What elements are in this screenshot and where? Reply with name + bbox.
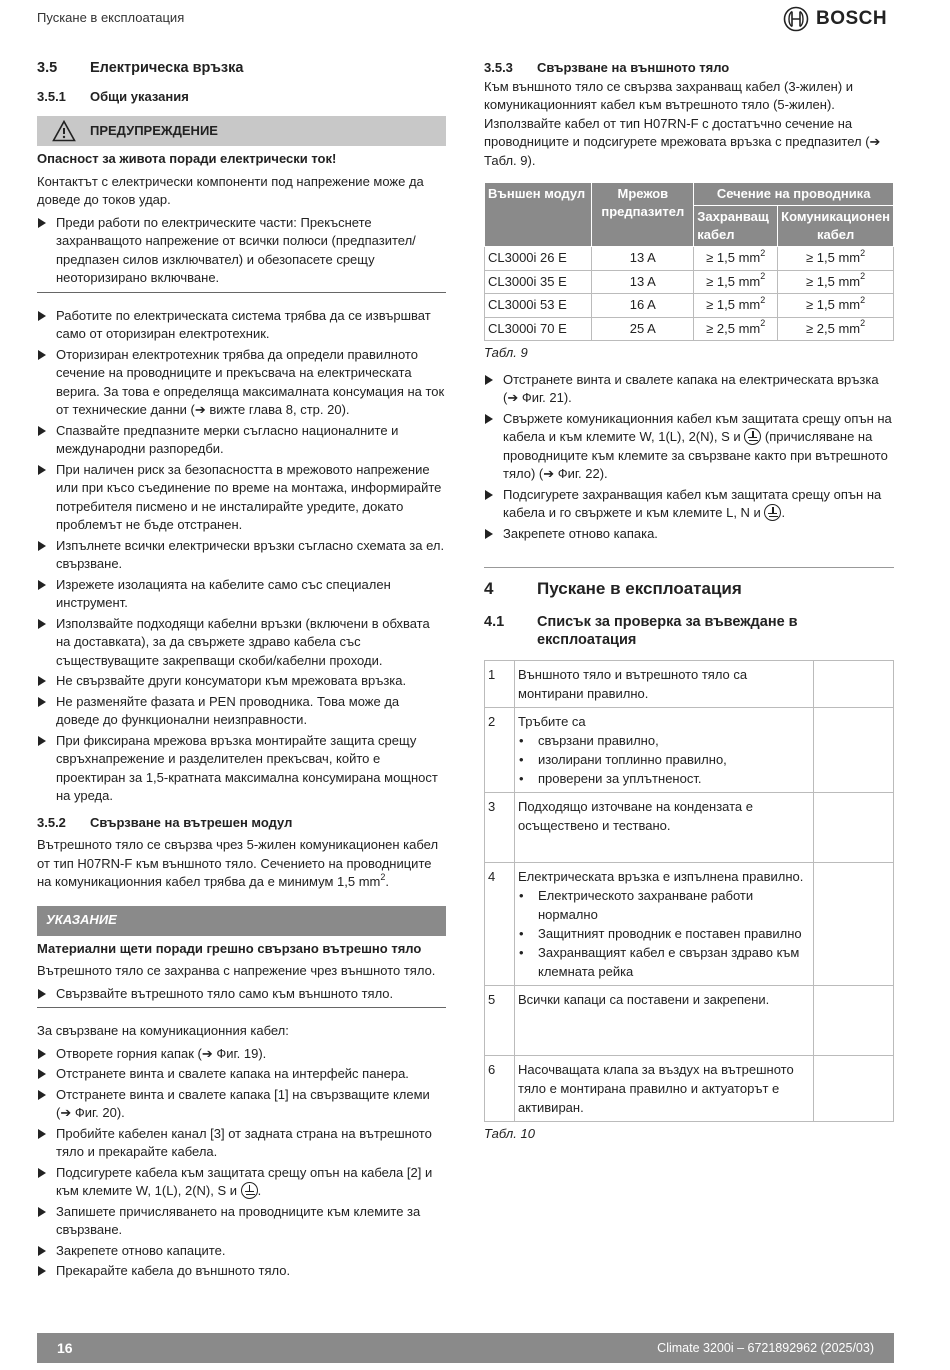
paragraph: Вътрешното тяло се свързва чрез 5-жилен комуникационен кабел от тип H07RN-F към външното тяло. Сечението на проводниците на комуникационния кабел трябва да е минимум 1,5 $mm^2$. <box>37 837 439 889</box>
table-row: 5 Всички капаци са поставени и закрепени. <box>485 985 894 1055</box>
list-item: Работите по електрическата система трябва да се извършват само от оторизиран електротехник. <box>37 307 446 344</box>
subsection-heading: 3.5.2 Свързване на вътрешен модул <box>37 814 293 830</box>
table-row: 3 Подходящо източване на кондензата е осъществено и тествано. <box>485 792 894 862</box>
table-row: CL3000i 35 E 13 A ≥ 1,5 $mm^2$ ≥ 1,5 $mm^2$ <box>485 270 894 294</box>
outdoor-list <box>484 371 894 544</box>
list-item: Отстранете винта и свалете капака на електрическата връзка (➔ Фиг. 21). <box>484 371 894 408</box>
list-item: Използвайте подходящи кабелни връзки (включени в обхвата на доставката), за да свържете здраво кабела със съществуващите закрепващи скоби/кабелни проходи. <box>37 615 446 671</box>
list-item: Изрежете изолацията на кабелите само със специален инструмент. <box>37 576 446 613</box>
warning-text: Контактът с електрически компоненти под напрежение може да доведе до токов удар. <box>37 173 424 207</box>
ground-icon <box>744 428 761 445</box>
warning-headline: Опасност за живота поради електрически ток! <box>37 151 337 166</box>
divider <box>37 292 446 293</box>
subsection-heading: 3.5.3 Свързване на външното тяло <box>484 60 730 75</box>
running-header: Пускане в експлоатация <box>37 10 185 25</box>
table-caption: Табл. 10 <box>484 1125 535 1141</box>
list-item: Отстранете винта и свалете капака на интерфейс панера. <box>37 1065 446 1084</box>
table-row: 4 Електрическата връзка е изпълнена правилно. • Електрическото захранване работи нормално • Защитният проводник е поставен правилно • Захранващият кабел е свързан здраво към клемната рейка <box>485 862 894 985</box>
page-number: 16 <box>57 1339 73 1356</box>
list-item: Изпълнете всички електрически връзки съгласно схемата за ел. свързване. <box>37 537 446 574</box>
list-item: При фиксирана мрежова връзка монтирайте защита срещу свръхнапрежение и разделителен прекъсвач, който е проектиран за 1,5-кратната максимална консумирана мощност на уреда. <box>37 732 446 806</box>
page-footer <box>37 1333 894 1363</box>
list-item: Свържете комуникационния кабел към защитата срещу опън на кабела и към клемите W, 1(L), 2(N), S и (причисляване на проводниците към клемите за свързване както при вътрешното тяло) (➔ Фиг. 22). <box>484 410 894 484</box>
table-header: Мрежов предпазител <box>592 183 694 247</box>
list-item: Прекарайте кабела до външното тяло. <box>37 1262 446 1281</box>
warning-bar <box>37 116 446 146</box>
table-row: CL3000i 53 E 16 A ≥ 1,5 $mm^2$ ≥ 1,5 $mm^2$ <box>485 294 894 318</box>
list-item: Закрепете отново капаците. <box>37 1242 446 1261</box>
list-item: Преди работи по електрическите части: Прекъснете захранващото напрежение от всички полюси (предпазител/предпазен силов изключвател) и обезопасете срещу неоторизирано включване. <box>37 214 446 288</box>
warning-triangle-icon <box>37 120 90 142</box>
list-item: • проверени за уплътненост. <box>518 769 810 788</box>
table-row: 1 Външното тяло и вътрешното тяло са монтирани правилно. <box>485 660 894 707</box>
left-column <box>37 55 446 1283</box>
ground-icon <box>764 504 781 521</box>
note-list <box>37 985 446 1004</box>
section-heading: 4.1 Списък за проверка за въвеждане в експлоатация <box>484 613 798 648</box>
list-item: Запишете причисляването на проводниците към клемите за свързване. <box>37 1203 446 1240</box>
list-item: Свързвайте вътрешното тяло само към външното тяло. <box>37 985 446 1004</box>
list-item: Спазвайте предпазните мерки съгласно националните и международни разпоредби. <box>37 422 446 459</box>
paragraph: За свързване на комуникационния кабел: <box>37 1023 289 1038</box>
list-item: Подсигурете кабела към защитата срещу опън на кабела [2] и към клемите W, 1(L), 2(N), S и . <box>37 1164 446 1201</box>
table-header: Външен модул <box>485 183 592 247</box>
section-heading: 3.5 Електрическа връзка <box>37 60 244 76</box>
divider <box>37 1007 446 1008</box>
warning-label: ПРЕДУПРЕЖДЕНИЕ <box>90 122 218 138</box>
list-item: • изолирани топлинно правилно, <box>518 750 810 769</box>
document-id: Climate 3200i – 6721892962 (2025/03) <box>657 1340 874 1355</box>
table-caption: Табл. 9 <box>484 345 528 360</box>
list-item: Закрепете отново капака. <box>484 525 894 544</box>
bosch-logo <box>783 6 887 32</box>
list-item: • свързани правилно, <box>518 731 810 750</box>
general-list <box>37 307 446 806</box>
right-column <box>484 55 894 1151</box>
table-header: Захранващ кабел <box>694 206 778 247</box>
note-headline: Материални щети поради грешно свързано вътрешно тяло <box>37 940 422 956</box>
warning-list <box>37 214 446 288</box>
list-item: Пробийте кабелен канал [3] от задната страна на вътрешното тяло и прекарайте кабела. <box>37 1125 446 1162</box>
cable-table <box>484 182 894 341</box>
list-item: • Захранващият кабел е свързан здраво към клемната рейка <box>518 943 810 981</box>
chapter-heading: 4 Пускане в експлоатация <box>484 579 742 598</box>
subsection-heading: 3.5.1 Общи указания <box>37 88 189 104</box>
list-item: Оторизиран електротехник трябва да определи правилното сечение на проводниците и прекъсвача на електрическата верига. За това е определяща максималната консумация на ток от технические данни (➔ вижте глава 8, стр. 20). <box>37 346 446 420</box>
list-item: Отворете горния капак (➔ Фиг. 19). <box>37 1045 446 1064</box>
brand-name: BOSCH <box>816 7 888 29</box>
table-header: Комуникационен кабел <box>778 206 894 247</box>
table-row: 6 Насочващата клапа за въздух на вътрешното тяло е монтирана правилно и актуаторът е активиран. <box>485 1055 894 1121</box>
list-item: При наличен риск за безопасността в мрежовото напрежение или при късо съединение по време на монтажа, информирайте потребителя писмено и не инсталирайте уредите, докато проблемът не бъде отстранен. <box>37 461 446 535</box>
comm-list <box>37 1045 446 1281</box>
table-row: 2 Тръбите са • свързани правилно, • изолирани топлинно правилно, • проверени за уплътненост. <box>485 707 894 792</box>
list-item: • Защитният проводник е поставен правилно <box>518 924 810 943</box>
table-row: CL3000i 70 E 25 A ≥ 2,5 $mm^2$ ≥ 2,5 $mm^2$ <box>485 317 894 341</box>
ground-icon <box>241 1182 258 1199</box>
table-row: CL3000i 26 E 13 A ≥ 1,5 $mm^2$ ≥ 1,5 $mm^2$ <box>485 247 894 271</box>
note-label: УКАЗАНИЕ <box>37 906 446 936</box>
note-text: Вътрешното тяло се захранва с напрежение чрез външното тяло. <box>37 963 436 978</box>
checklist-table <box>484 660 894 1122</box>
list-item: Не свързвайте други консуматори към мрежовата връзка. <box>37 672 446 691</box>
paragraph: Към външното тяло се свързва захранващ кабел (3-жилен) и комуникационният кабел към вътрешното тяло (5-жилен). Използвайте кабел от тип H07RN-F с достатъчно сечение на проводниците и подсигурете мрежовата връзка с предпазител (➔ Табл. 9). <box>484 78 881 168</box>
list-item: Отстранете винта и свалете капака [1] на свързващите клеми (➔ Фиг. 20). <box>37 1086 446 1123</box>
table-header: Сечение на проводника <box>694 183 894 206</box>
list-item: Не разменяйте фазата и PEN проводника. Това може да доведе до функционални неизправности. <box>37 693 446 730</box>
divider <box>484 567 894 568</box>
list-item: Подсигурете захранващия кабел към защитата срещу опън на кабела и го свържете и към клемите L, N и . <box>484 486 894 523</box>
bosch-armature-icon <box>783 6 809 32</box>
list-item: • Електрическото захранване работи нормално <box>518 886 810 924</box>
